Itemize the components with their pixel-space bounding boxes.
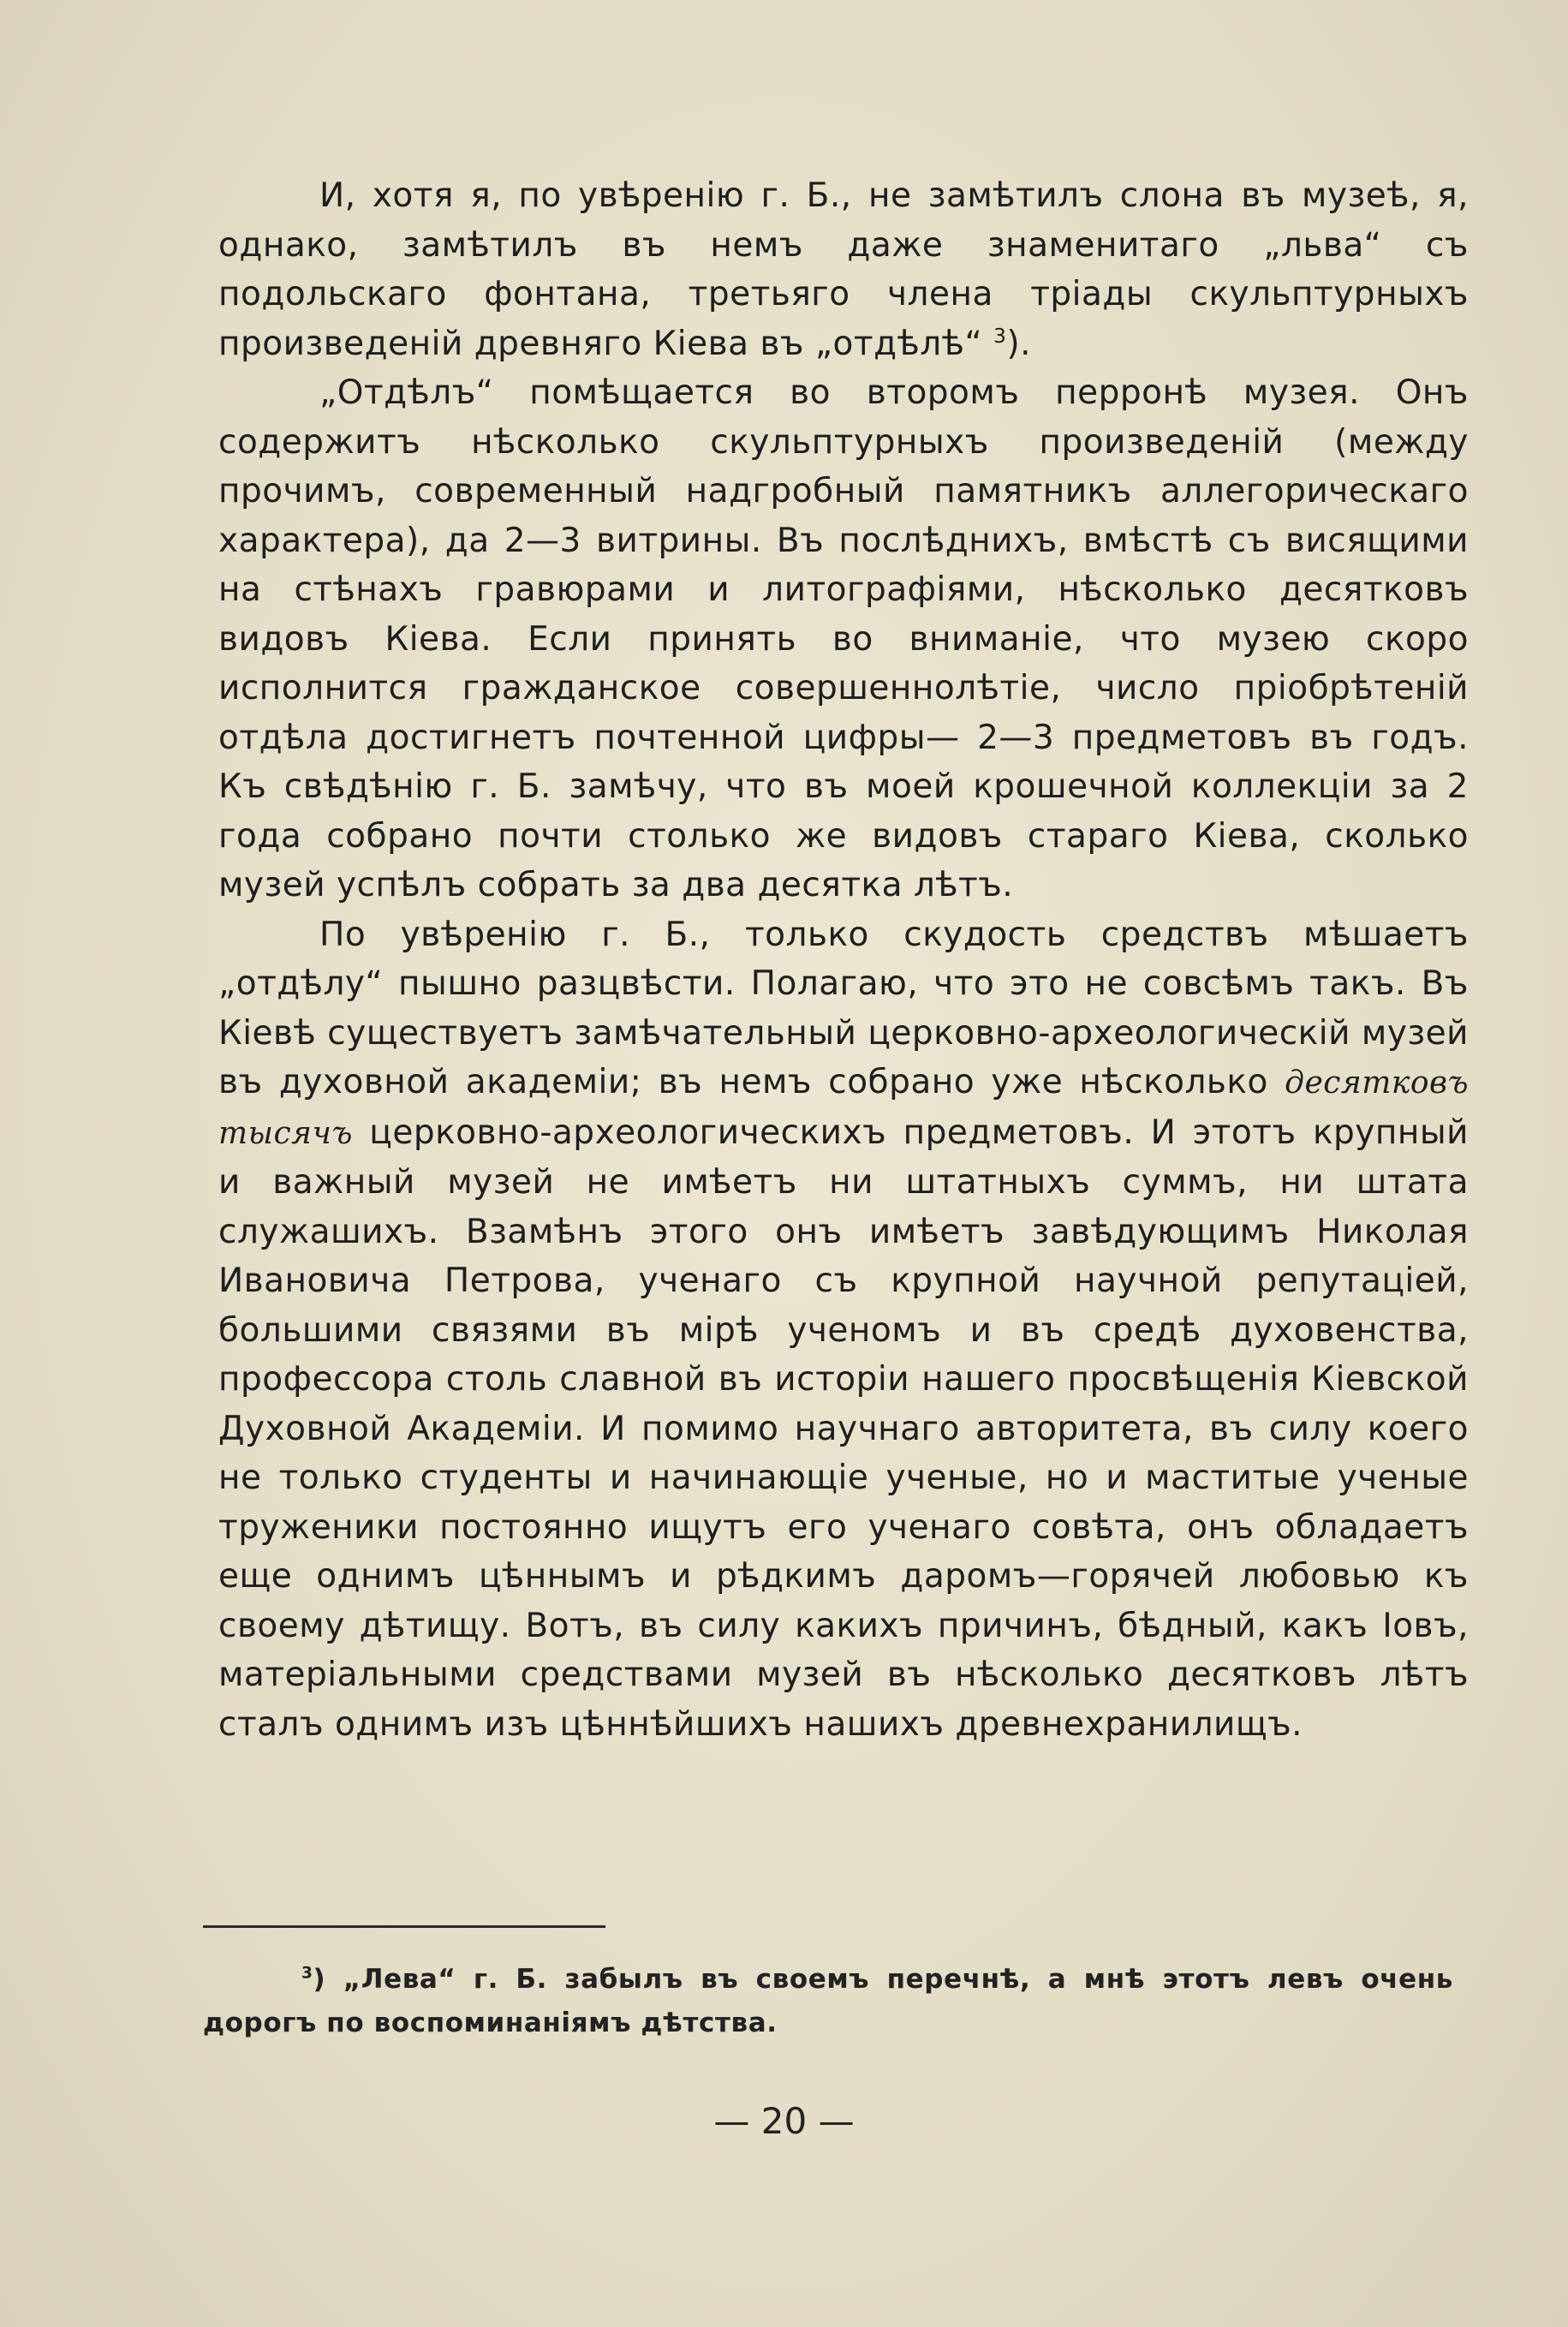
footnote-paragraph	[203, 1958, 1453, 2045]
footnote-text: ) „Лева“ г. Б. забылъ въ своемъ перечнѣ, а мнѣ этотъ левъ очень дорогъ по воспоминаніямъ дѣтства.	[203, 1964, 1453, 2038]
paragraph-1	[218, 171, 1469, 368]
footnote-divider	[203, 1925, 605, 1928]
italic-emphasis: десятковъ тысячъ	[218, 1065, 1469, 1151]
paragraph-3-text-start: По увѣренію г. Б., только скудость средствъ мѣшаетъ „отдѣлу“ пышно разцвѣсти. Полагаю, что это не совсѣмъ такъ. Въ Кіевѣ существуетъ замѣчательный церковно-археологическій музей въ духовной академіи; въ немъ собрано уже нѣсколько	[218, 915, 1469, 1101]
paragraph-1-end: ).	[1006, 324, 1032, 363]
footnote-reference: 3	[993, 323, 1007, 348]
paragraph-3	[218, 910, 1469, 1750]
paragraph-1-text: И, хотя я, по увѣренію г. Б., не замѣтилъ слона въ музеѣ, я, однако, замѣтилъ въ немъ даже знаменитаго „льва“ съ подольскаго фонтана, третьяго члена тріады скульптурныхъ произведеній древняго Кіева въ „отдѣлѣ“	[218, 176, 1469, 363]
main-text	[218, 171, 1469, 1749]
footnote	[203, 1958, 1453, 2045]
paragraph-2: „Отдѣлъ“ помѣщается во второмъ перронѣ музея. Онъ содержитъ нѣсколько скульптурныхъ произведеній (между прочимъ, современный надгробный памятникъ аллегорическаго характера), да 2—3 витрины. Въ послѣднихъ, вмѣстѣ съ висящими на стѣнахъ гравюрами и литографіями, нѣсколько десятковъ видовъ Кіева. Если принять во вниманіе, что музею скоро исполнится гражданское совершеннолѣтіе, число пріобрѣтеній отдѣла достигнетъ почтенной цифры— 2—3 предметовъ въ годъ. Къ свѣдѣнію г. Б. замѣчу, что въ моей крошечной коллекціи за 2 года собрано почти столько же видовъ стараго Кіева, сколько музей успѣлъ собрать за два десятка лѣтъ.	[218, 373, 1469, 904]
page-number: — 20 —	[713, 2100, 855, 2142]
footnote-marker: 3	[301, 1964, 313, 1983]
paragraph-3-text-end: церковно-археологическихъ предметовъ. И этотъ крупный и важный музей не имѣетъ ни штатныхъ суммъ, ни штата служашихъ. Взамѣнъ этого онъ имѣетъ завѣдующимъ Николая Ивановича Петрова, ученаго съ крупной научной репутаціей, большими связями въ мірѣ ученомъ и въ средѣ духовенства, профессора столь славной въ исторіи нашего просвѣщенія Кіевской Духовной Академіи. И помимо научнаго авторитета, въ силу коего не только студенты и начинающіе ученые, но и маститые ученые труженики постоянно ищутъ его ученаго совѣта, онъ обладаетъ еще однимъ цѣннымъ и рѣдкимъ даромъ—горячей любовью къ своему дѣтищу. Вотъ, въ силу какихъ причинъ, бѣдный, какъ Іовъ, матеріальными средствами музей въ нѣсколько десятковъ лѣтъ сталъ однимъ изъ цѣннѣйшихъ нашихъ древнехранилищъ.	[218, 1113, 1469, 1744]
